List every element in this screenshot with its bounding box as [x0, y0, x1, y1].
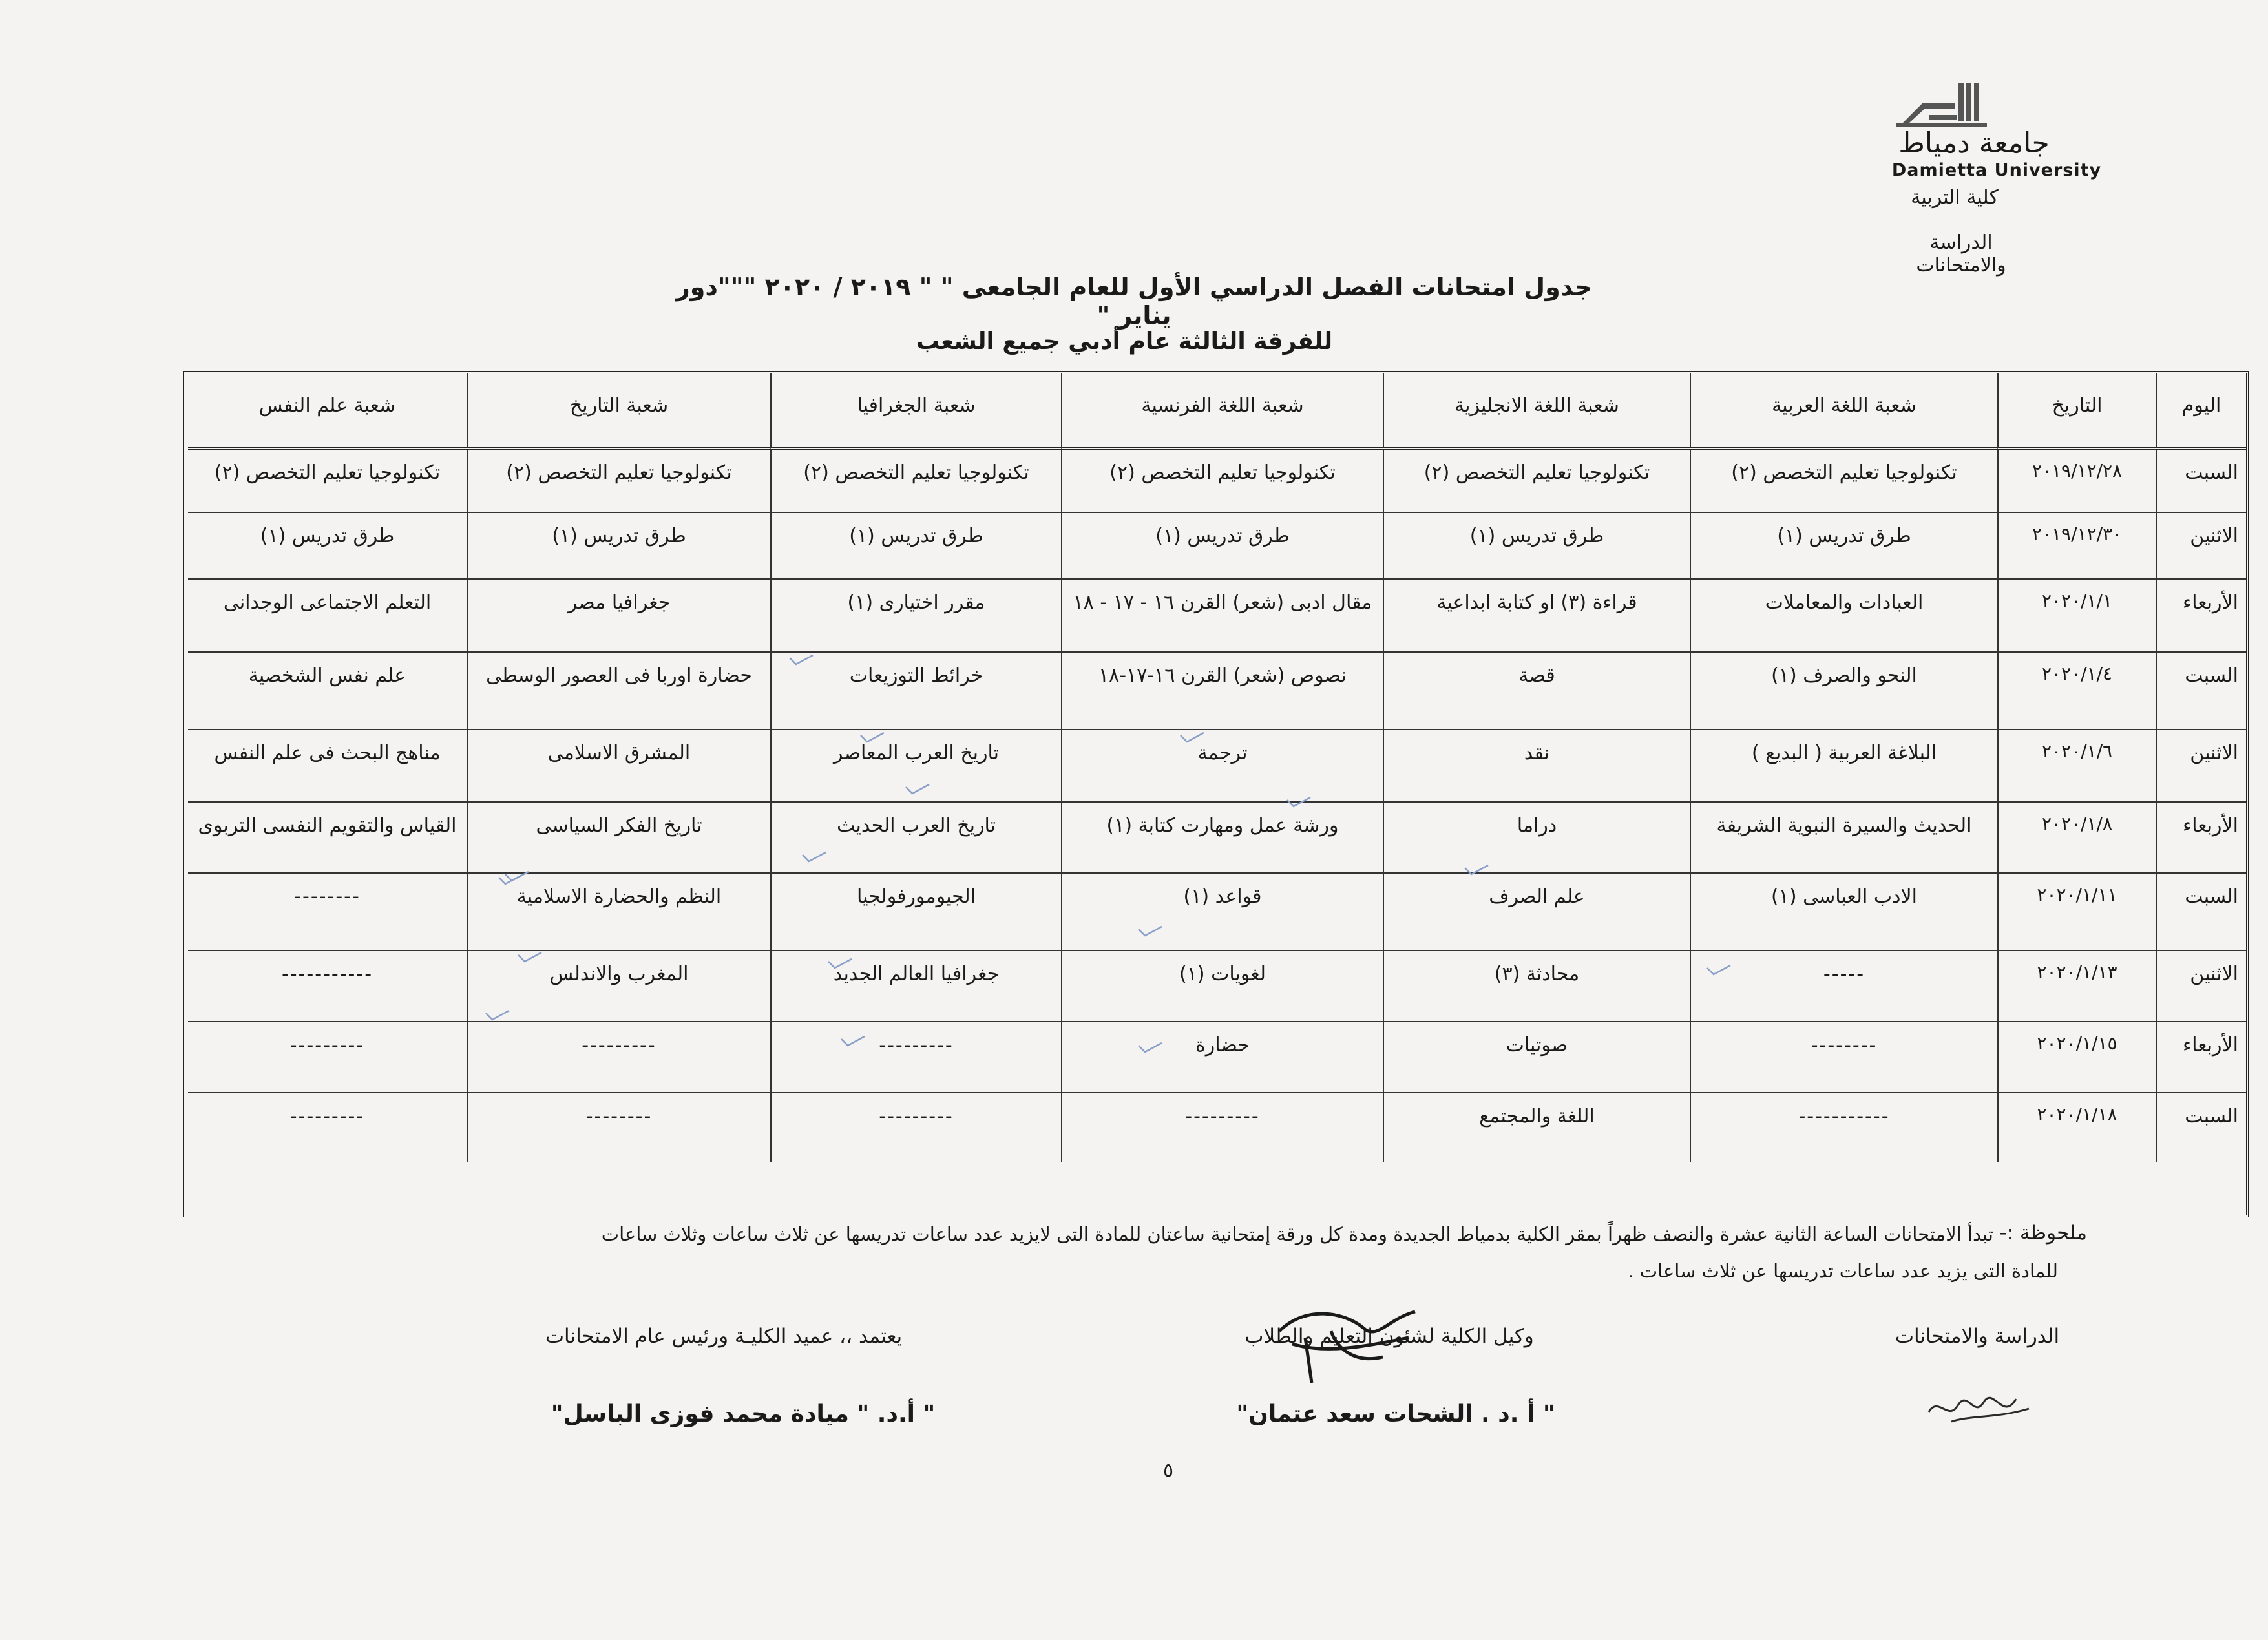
cell-day: السبت: [2156, 1093, 2246, 1162]
studies-signature-title: الدراسة والامتحانات: [1895, 1325, 2060, 1348]
cell-french: لغويات (١): [1061, 951, 1383, 1022]
cell-arabic: النحو والصرف (١): [1690, 653, 1997, 730]
cell-date: ٢٠٢٠/١/١١: [1997, 874, 2156, 951]
cell-day: السبت: [2156, 653, 2246, 730]
cell-arabic: الحديث والسيرة النبوية الشريفة: [1690, 803, 1997, 874]
check-mark-icon: [788, 653, 814, 667]
cell-date: ٢٠٢٠/١/١٣: [1997, 951, 2156, 1022]
cell-english: محادثة (٣): [1383, 951, 1690, 1022]
cell-history: طرق تدريس (١): [467, 513, 770, 580]
cell-psychology: علم نفس الشخصية: [188, 653, 467, 730]
cell-history: المشرق الاسلامى: [467, 730, 770, 803]
exam-schedule-table: [183, 371, 2249, 1217]
cell-english: اللغة والمجتمع: [1383, 1093, 1690, 1162]
cell-day: الاثنين: [2156, 513, 2246, 580]
cell-date: ٢٠٢٠/١/١٨: [1997, 1093, 2156, 1162]
check-mark-icon: [859, 730, 885, 744]
cell-psychology: التعلم الاجتماعى الوجدانى: [188, 580, 467, 653]
cell-psychology: ---------: [188, 1022, 467, 1093]
cell-english: تكنولوجيا تعليم التخصص (٢): [1383, 450, 1690, 513]
cell-day: الأربعاء: [2156, 1022, 2246, 1093]
cell-history: ---------: [467, 1022, 770, 1093]
university-name-english: Damietta University: [1891, 160, 2102, 180]
schedule-title: جدول امتحانات الفصل الدراسي الأول للعام الجامعى " " ٢٠١٩ / ٢٠٢٠ """دور يناير ": [675, 273, 1593, 330]
cell-arabic: تكنولوجيا تعليم التخصص (٢): [1690, 450, 1997, 513]
header-day: اليوم: [2156, 373, 2246, 450]
cell-geography: ---------: [770, 1022, 1061, 1093]
cell-geography: الجيومورفولجيا: [770, 874, 1061, 951]
header-history: شعبة التاريخ: [467, 373, 770, 450]
cell-geography: ---------: [770, 1093, 1061, 1162]
cell-french: طرق تدريس (١): [1061, 513, 1383, 580]
cell-date: ٢٠٢٠/١/١: [1997, 580, 2156, 653]
cell-french: ترجمة: [1061, 730, 1383, 803]
cell-day: الأربعاء: [2156, 580, 2246, 653]
cell-french: ---------: [1061, 1093, 1383, 1162]
cell-psychology: القياس والتقويم النفسى التربوى: [188, 803, 467, 874]
cell-date: ٢٠١٩/١٢/٣٠: [1997, 513, 2156, 580]
check-mark-icon: [1137, 1040, 1163, 1055]
check-mark-icon: [498, 872, 523, 887]
vice-dean-handwritten-signature: [1266, 1292, 1434, 1392]
cell-arabic: -----------: [1690, 1093, 1997, 1162]
note-line-2: للمادة التى يزيد عدد ساعات تدريسها عن ثلاث ساعات .: [1628, 1260, 2058, 1282]
cell-english: قصة: [1383, 653, 1690, 730]
cell-date: ٢٠٢٠/١/٦: [1997, 730, 2156, 803]
check-mark-icon: [905, 782, 930, 796]
check-mark-icon: [1286, 795, 1312, 809]
cell-english: صوتيات: [1383, 1022, 1690, 1093]
cell-day: الاثنين: [2156, 951, 2246, 1022]
cell-english: قراءة (٣) او كتابة ابداعية: [1383, 580, 1690, 653]
cell-arabic: البلاغة العربية ( البديع ): [1690, 730, 1997, 803]
check-mark-icon: [840, 1034, 866, 1048]
studies-handwritten-signature: [1926, 1383, 2035, 1437]
cell-geography: طرق تدريس (١): [770, 513, 1061, 580]
cell-psychology: --------: [188, 874, 467, 951]
header-geography: شعبة الجغرافيا: [770, 373, 1061, 450]
cell-date: ٢٠١٩/١٢/٢٨: [1997, 450, 2156, 513]
cell-history: تكنولوجيا تعليم التخصص (٢): [467, 450, 770, 513]
cell-arabic: --------: [1690, 1022, 1997, 1093]
header-french: شعبة اللغة الفرنسية: [1061, 373, 1383, 450]
check-mark-icon: [1706, 963, 1732, 977]
page-number: ٥: [1163, 1459, 1174, 1482]
header-psychology: شعبة علم النفس: [188, 373, 467, 450]
cell-french: تكنولوجيا تعليم التخصص (٢): [1061, 450, 1383, 513]
cell-english: نقد: [1383, 730, 1690, 803]
header-english: شعبة اللغة الانجليزية: [1383, 373, 1690, 450]
cell-french: مقال ادبى (شعر) القرن ١٦ - ١٧ - ١٨: [1061, 580, 1383, 653]
cell-history: المغرب والاندلس: [467, 951, 770, 1022]
cell-psychology: ---------: [289, 1105, 365, 1128]
department-name: الدراسة والامتحانات: [1916, 231, 2006, 277]
check-mark-icon: [1179, 730, 1205, 744]
cell-geography: تاريخ العرب الحديث: [770, 803, 1061, 874]
check-mark-icon: [801, 850, 827, 864]
cell-history: النظم والحضارة الاسلامية: [467, 874, 770, 951]
cell-geography: مقرر اختيارى (١): [770, 580, 1061, 653]
cell-date: ٢٠٢٠/١/٨: [1997, 803, 2156, 874]
cell-date: ٢٠٢٠/١/٤: [1997, 653, 2156, 730]
cell-english: دراما: [1383, 803, 1690, 874]
note-line-1: تبدأ الامتحانات الساعة الثانية عشرة والنصف ظهراً بمقر الكلية بدمياط الجديدة ومدة كل ورقة إمتحانية ساعتان للمادة التى لايزيد عدد ساعات تدريسها عن ثلاث ساعات وثلاث ساعات: [601, 1223, 1993, 1245]
cell-day: السبت: [2156, 450, 2246, 513]
vice-dean-title: وكيل الكلية لشئون التعليم والطلاب: [1244, 1325, 1534, 1348]
cell-geography: خرائط التوزيعات: [770, 653, 1061, 730]
cell-geography: تاريخ العرب المعاصر: [770, 730, 1061, 803]
cell-history: حضارة اوربا فى العصور الوسطى: [467, 653, 770, 730]
cell-psychology: -----------: [188, 951, 467, 1022]
cell-arabic: -----: [1690, 951, 1997, 1022]
cell-arabic: العبادات والمعاملات: [1690, 580, 1997, 653]
header-date: التاريخ: [1997, 373, 2156, 450]
cell-french: قواعد (١): [1061, 874, 1383, 951]
cell-psychology: طرق تدريس (١): [188, 513, 467, 580]
cell-psychology: مناهج البحث فى علم النفس: [188, 730, 467, 803]
cell-french: نصوص (شعر) القرن ١٦-١٧-١٨: [1061, 653, 1383, 730]
cell-history: جغرافيا مصر: [467, 580, 770, 653]
cell-day: الاثنين: [2156, 730, 2246, 803]
cell-french: ورشة عمل ومهارت كتابة (١): [1061, 803, 1383, 874]
check-mark-icon: [485, 1008, 510, 1022]
cell-day: السبت: [2156, 874, 2246, 951]
vice-dean-name: " أ .د . الشحات سعد عتمان": [1236, 1401, 1555, 1427]
cell-arabic: الادب العباسى (١): [1690, 874, 1997, 951]
header-arabic: شعبة اللغة العربية: [1690, 373, 1997, 450]
cell-date: ٢٠٢٠/١/١٥: [1997, 1022, 2156, 1093]
cell-geography: جغرافيا العالم الجديد: [770, 951, 1061, 1022]
check-mark-icon: [1137, 924, 1163, 938]
check-mark-icon: [827, 956, 853, 971]
cell-history: تاريخ الفكر السياسى: [467, 803, 770, 874]
dean-title: يعتمد ،، عميد الكليـة ورئيس عام الامتحانات: [545, 1325, 903, 1348]
cell-arabic: طرق تدريس (١): [1690, 513, 1997, 580]
cell-history: --------: [467, 1093, 770, 1162]
note-label: ملحوظة :-: [1999, 1221, 2087, 1245]
university-name-arabic: جامعة دمياط: [1898, 127, 2050, 160]
cell-day: الأربعاء: [2156, 803, 2246, 874]
cell-psychology: تكنولوجيا تعليم التخصص (٢): [188, 450, 467, 513]
check-mark-icon: [1464, 863, 1489, 877]
check-mark-icon: [517, 950, 543, 964]
cell-geography: تكنولوجيا تعليم التخصص (٢): [770, 450, 1061, 513]
schedule-subtitle: للفرقة الثالثة عام أدبي جميع الشعب: [916, 328, 1333, 355]
faculty-name: كلية التربية: [1911, 186, 1999, 209]
cell-english: طرق تدريس (١): [1383, 513, 1690, 580]
cell-english: علم الصرف: [1383, 874, 1690, 951]
cell-french: حضارة: [1061, 1022, 1383, 1093]
dean-name: " أ.د. " ميادة محمد فوزى الباسل": [551, 1401, 936, 1427]
